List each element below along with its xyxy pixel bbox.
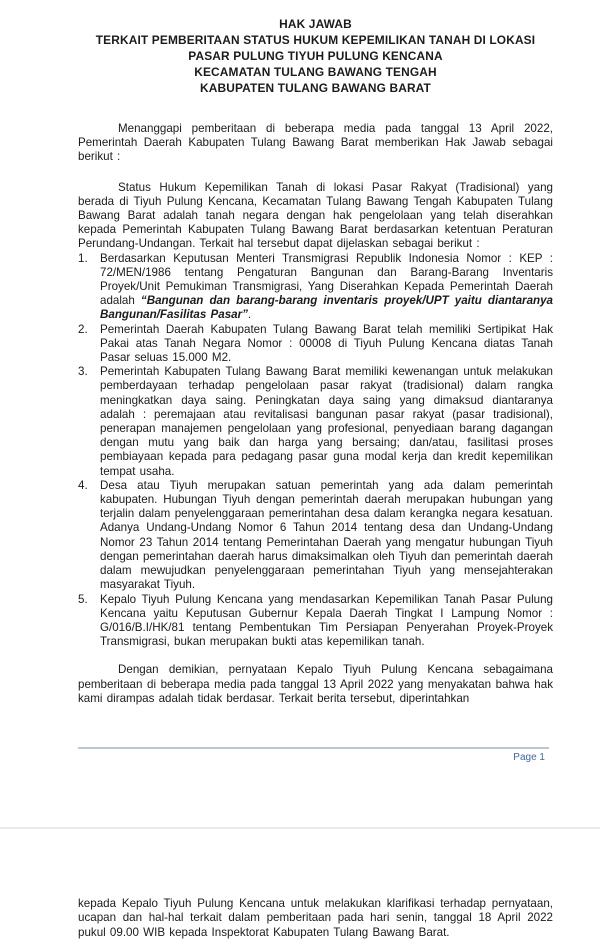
title-line-2: TERKAIT PEMBERITAAN STATUS HUKUM KEPEMILIKAN TANAH DI LOKASI [95, 33, 536, 47]
title-line-1: HAK JAWAB [279, 17, 352, 31]
status-paragraph: Status Hukum Kepemilikan Tanah di lokasi Pasar Rakyat (Tradisional) yang berada di Tiyuh Pulung Kencana, Kecamatan Tulang Bawang Tengah Kabupaten Tulang Bawang Barat adalah tanah negara dengan hak pengelolaan yang telah diserahkan kepada Pemerintah Kabupaten Tulang Bawang Barat berdasarkan ketentuan Peraturan Perundang-Undangan. Terkait hal tersebut dapat dijelaskan sebagai berikut : [78, 180, 553, 251]
footer-divider-line [78, 747, 549, 749]
document-title [78, 16, 553, 96]
list-item-1-quote: “Bangunan dan barang-barang inventaris proyek/UPT yaitu diantaranya Bangunan/Fasilitas Pasar” [100, 294, 553, 322]
opening-paragraph: Menanggapi pemberitaan di beberapa media pada tanggal 13 April 2022, Pemerintah Daerah Kabupaten Tulang Bawang Barat memberikan Hak Jawab sebagai berikut : [78, 122, 553, 164]
page-1-content [78, 16, 553, 706]
list-item-3-number: 3. [78, 365, 88, 379]
page-number-label: Page 1 [513, 752, 545, 763]
list-item-5 [78, 593, 553, 650]
list-item-5-number: 5. [78, 592, 88, 606]
list-item-3-text: Pemerintah Kabupaten Tulang Bawang Barat memiliki kewenangan untuk melakukan pemberdayaan terhadap pengelolaan pasar rakyat (tradisional) dalam rangka meningkatkan daya saing. Peningkatan daya saing yang dimaksud diantaranya adalah : peremajaan atau revitalisasi bangunan pasar rakyat (pasar tradisional), penerapan manajemen pengelolaan yang profesional, penyediaan barang dagangan dengan mutu yang baik dan harga yang bersaing; dan/atau, fasilitasi proses pembiayaan kepada para pedagang pasar guna modal kerja dan kredit kepemilikan tempat usaha. [100, 365, 553, 478]
title-line-5: KABUPATEN TULANG BAWANG BARAT [200, 81, 431, 95]
list-item-4-text: Desa atau Tiyuh merupakan satuan pemerintah yang ada dalam pemerintah kabupaten. Hubungan Tiyuh dengan pemerintah daerah merupakan hubungan yang terjalin dalam penyelenggaraan pemerintahan desa dalam kerangka negara kesatuan. Adanya Undang-Undang Nomor 6 Tahun 2014 tentang desa dan Undang-Undang Nomor 23 Tahun 2014 tentang Pemerintahan Daerah yang mengatur hubungan Tiyuh dengan pemerintahan daerah harus dimaksimalkan oleh Tiyuh dan pemerintah daerah dalam mewujudkan penyelenggaraan pemerintahan Tiyuh yang mensejahterakan masyarakat Tiyuh. [100, 478, 553, 592]
list-item-2 [78, 323, 553, 366]
list-item-2-number: 2. [78, 322, 88, 336]
list-item-4-number: 4. [78, 478, 88, 492]
list-item-3 [78, 365, 553, 479]
list-item-1 [78, 252, 553, 323]
list-item-1-text: Berdasarkan Keputusan Menteri Transmigrasi Republik Indonesia Nomor : KEP : 72/MEN/1986 tentang Pengaturan Bangunan dan Barang-Barang Inventaris Proyek/Unit Pemukiman Transmigrasi, Yang Diserahkan Kepada Pemerintah Daerah adalah [100, 251, 553, 308]
list-item-2-text: Pemerintah Daerah Kabupaten Tulang Bawang Barat telah memiliki Sertipikat Hak Pakai atas Tanah Negara Nomor : 00008 di Tiyuh Pulung Kencana diatas Tanah Pasar seluas 15.000 M2. [100, 322, 553, 365]
list-item-4 [78, 479, 553, 593]
continuation-paragraph: kepada Kepalo Tiyuh Pulung Kencana untuk melakukan klarifikasi terhadap pernyataan, ucapan dan hal-hal terkait dalam pemberitaan pada hari senin, tanggal 18 April 2022 pukul 09.00 WIB kepada Inspektorat Kabupaten Tulang Bawang Barat. [78, 896, 553, 939]
title-line-3: PASAR PULUNG TIYUH PULUNG KENCANA [188, 49, 443, 63]
list-item-1-suffix: . [247, 308, 252, 322]
title-line-4: KECAMATAN TULANG BAWANG TENGAH [194, 65, 437, 79]
page-2 [0, 829, 600, 937]
list-item-5-text: Kepalo Tiyuh Pulung Kencana yang mendasarkan Kepemilikan Tanah Pasar Pulung Kencana yaitu Keputusan Gubernur Kepala Daerah Tingkat I Lampung Nomor : G/016/B.I/HK/81 tentang Pembentukan Tim Persiapan Penyerahan Proyek-Proyek Transmigrasi, bukan merupakan bukti atas kepemilikan tanah. [100, 592, 553, 649]
list-item-1-number: 1. [78, 251, 88, 265]
numbered-list [78, 252, 553, 650]
closing-paragraph: Dengan demikian, pernyataan Kepalo Tiyuh Pulung Kencana sebagaimana pemberitaan di beberapa media pada tanggal 13 April 2022 yang menyakatan bahwa hak kami dirampas adalah tidak berdasar. Terkait berita tersebut, diperintahkan [78, 663, 553, 705]
